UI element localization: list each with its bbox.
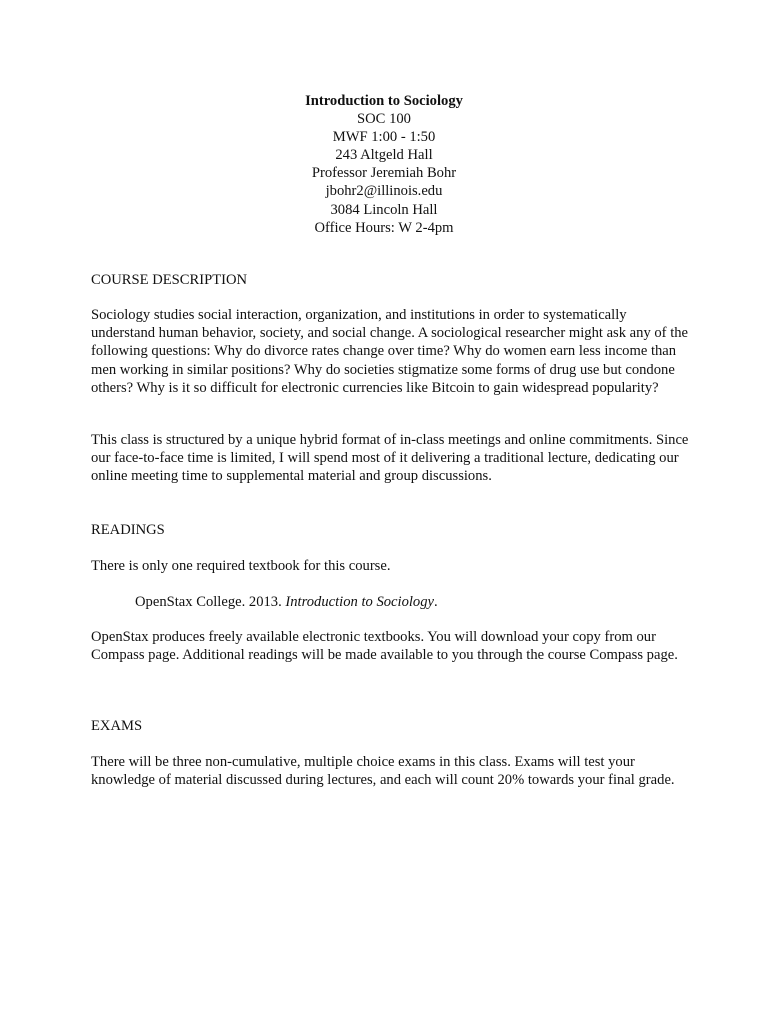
course-code: SOC 100 (357, 111, 411, 128)
citation-prefix: OpenStax College. 2013. (135, 594, 286, 610)
course-description-paragraph-2: This class is structured by a unique hybrid format of in-class meetings and online commitments. Since our face-to-face time is limited, I will spend most of it delivering a traditional lecture, dedicating our online meeting time to supplemental material and group discussions. (91, 432, 689, 485)
course-header (0, 92, 768, 237)
professor-name: Professor Jeremiah Bohr (311, 165, 457, 182)
course-description-heading: COURSE DESCRIPTION (91, 272, 248, 288)
citation-book-title: Introduction to Sociology (285, 594, 435, 610)
professor-email: jbohr2@illinois.edu (325, 183, 443, 200)
professor-office: 3084 Lincoln Hall (330, 201, 438, 218)
readings-heading: READINGS (91, 522, 165, 538)
readings-intro: There is only one required textbook for this course. (91, 558, 391, 574)
course-location: 243 Altgeld Hall (335, 147, 433, 164)
exams-heading: EXAMS (91, 718, 143, 734)
course-title: Introduction to Sociology (305, 93, 463, 109)
readings-note: OpenStax produces freely available electronic textbooks. You will download your copy from our Compass page. Additional readings will be made available to you through the course Compass page. (91, 629, 678, 664)
exams-paragraph: There will be three non-cumulative, multiple choice exams in this class. Exams will test your knowledge of material discussed during lectures, and each will count 20% towards your final grade. (91, 754, 675, 789)
course-schedule: MWF 1:00 - 1:50 (332, 129, 436, 146)
office-hours: Office Hours: W 2-4pm (314, 219, 454, 236)
course-description-paragraph-1: Sociology studies social interaction, organization, and institutions in order to systematically understand human behavior, society, and social change. A sociological researcher might ask any of the following questions: Why do divorce rates change over time? Why do women earn less income than men working in similar positions? Why do societies stigmatize some forms of drug use but condone others? Why is it so difficult for electronic currencies like Bitcoin to gain widespread popularity? (91, 307, 689, 396)
citation-suffix: . (434, 594, 438, 610)
textbook-citation (135, 593, 695, 611)
